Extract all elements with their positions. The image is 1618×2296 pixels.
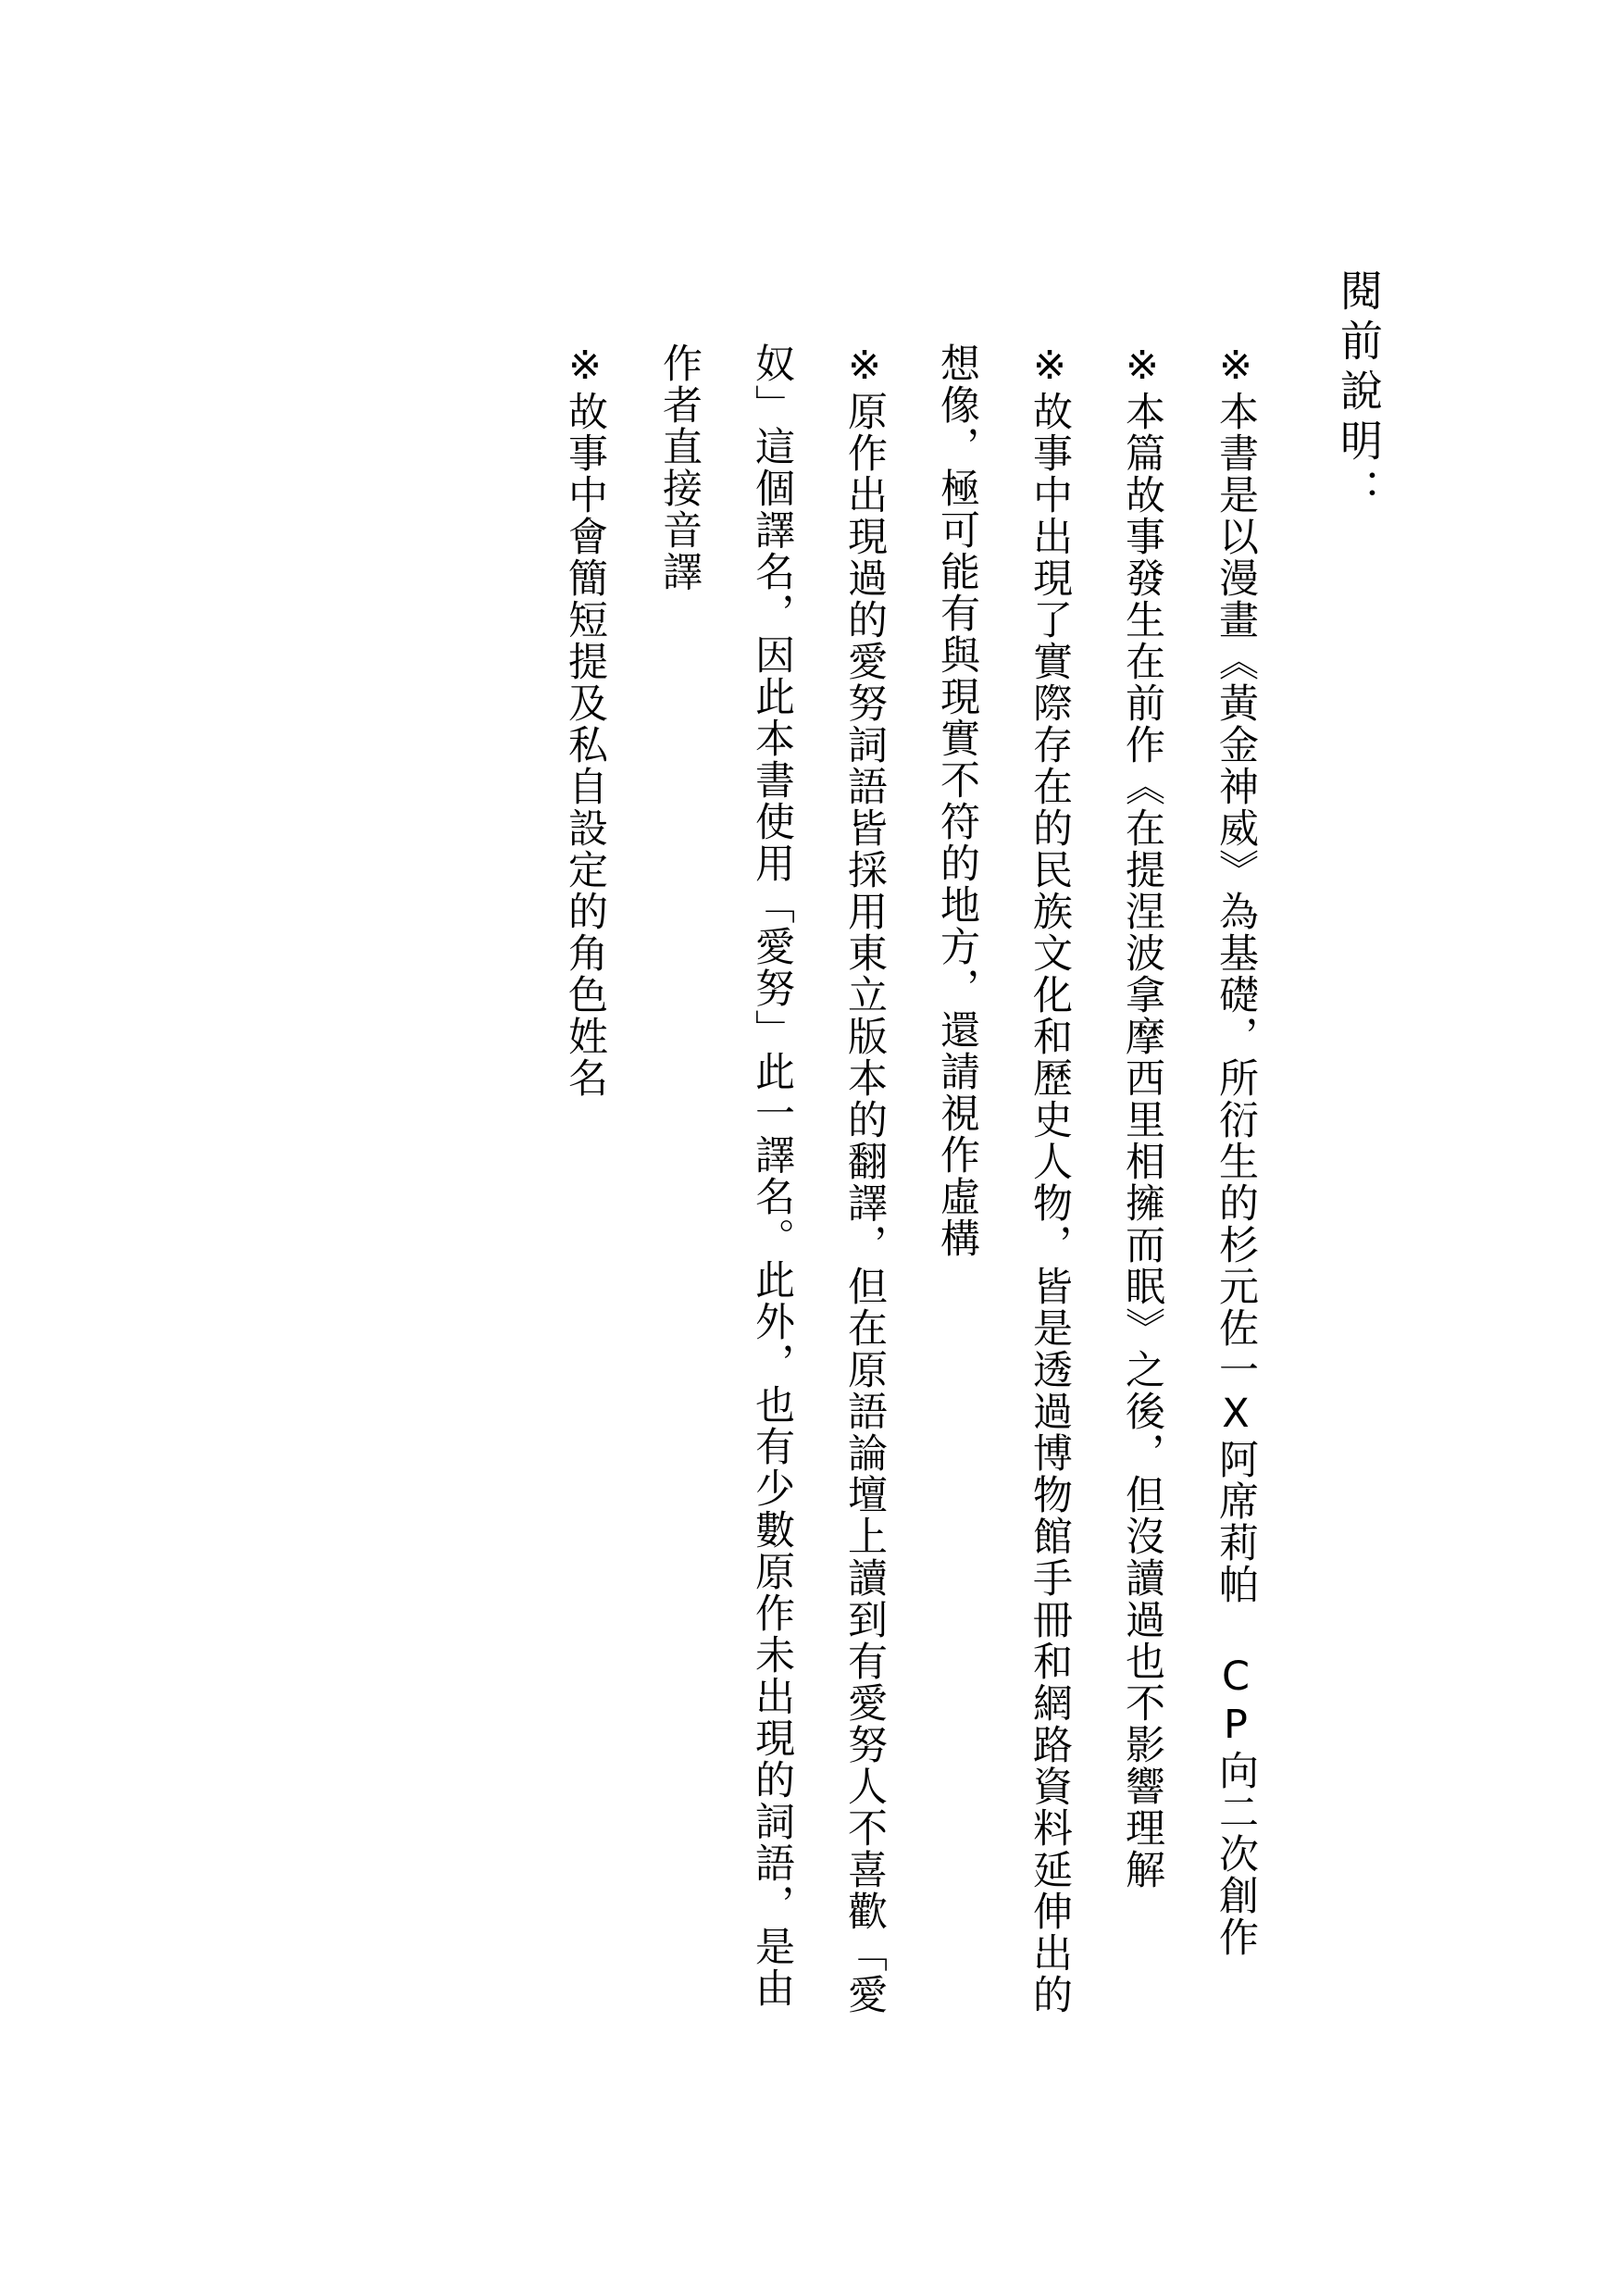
note-line-5: ※原作出現過的愛努詞語皆採用東立版本的翻譯，但在原語論壇上讀到有愛努人不喜歡「愛	[841, 343, 888, 2015]
note-line-4: 想像，極可能有與現實不符的地方，還請視作虛構	[934, 343, 980, 1259]
note-line-3: ※故事中出現了實際存在的民族文化和歷史人物，皆是透過博物館手冊和網路資料延伸出的	[1027, 343, 1073, 2015]
note-line-7: 作者直接音譯	[656, 343, 703, 593]
note-line-6: 奴」這個譯名，因此本書使用「愛努」此一譯名。此外，也有少數原作未出現的詞語，是由	[749, 343, 795, 2009]
note-line-2: ※本篇故事發生在前作《在提涅波拿摩西里相擁而眠》之後，但沒讀過也不影響理解	[1119, 343, 1165, 1890]
page-heading: 閱前說明：	[1334, 268, 1384, 518]
note-line-1: ※本書是以漫畫《黃金神威》為基礎，所衍生的杉元佐一X阿席莉帕 CP向二次創作	[1213, 343, 1259, 1958]
note-line-8: ※故事中會簡短提及私自設定的角色姓名	[562, 343, 608, 1099]
